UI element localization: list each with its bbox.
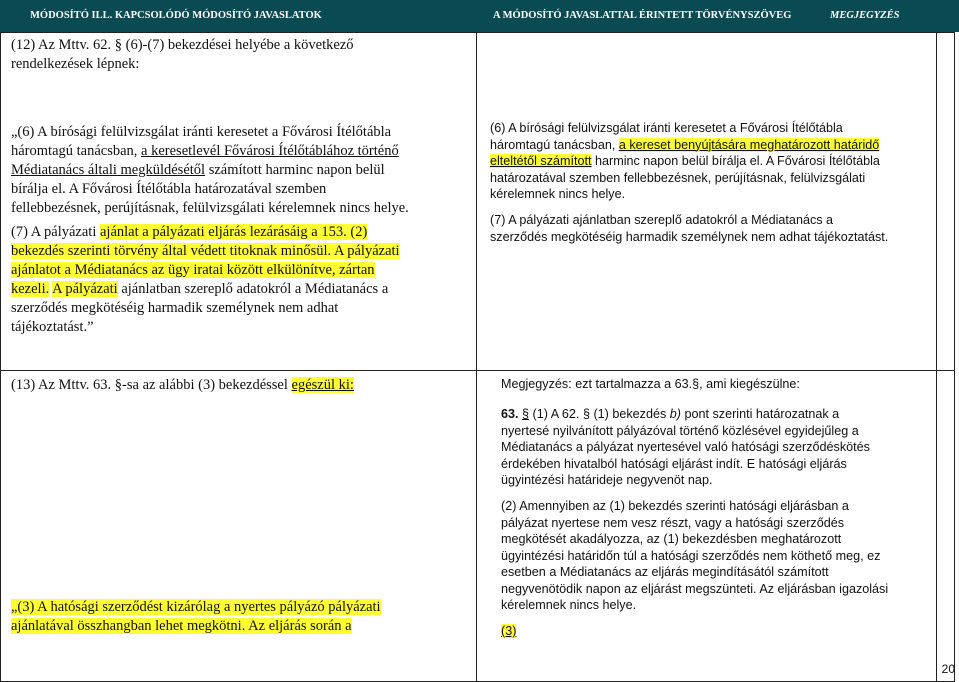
p6-line2: háromtagú tanácsban, a keresetlevél Fővárosi Ítélőtáblához történő bbox=[11, 143, 399, 159]
s63-p1-line3: Médiatanács a pályázat nyertesével való hatósági szerződéskötés bbox=[501, 440, 870, 454]
s63-p2-line1: (2) Amennyiben az (1) bekezdés szerinti hatósági eljárásban a bbox=[501, 499, 849, 513]
s63-p1-line5: ügyintézési határideje negyvenöt nap. bbox=[501, 473, 713, 487]
p6-line5: fellebbezésnek, perújításnak, felülvizsgálati kérelemnek nincs helye. bbox=[11, 200, 409, 216]
table-header bbox=[0, 0, 959, 32]
row1-left-cell bbox=[1, 33, 477, 371]
s63-p2-line7: kérelemnek nincs helye. bbox=[501, 598, 637, 612]
header-col-amendments: MÓDOSÍTÓ ILL. KAPCSOLÓDÓ MÓDOSÍTÓ JAVASLATOK bbox=[30, 10, 322, 21]
comparison-table bbox=[0, 32, 955, 682]
row2-left-cell bbox=[1, 371, 477, 682]
p7-line5: szerződés megkötéséig harmadik személynek nem adhat bbox=[11, 300, 339, 316]
s63-p1-line2: nyertesé nyilvánított pályázóval történő közlésével egyidejűleg a bbox=[501, 423, 859, 438]
mid-p6-line2: háromtagú tanácsban, a kereset benyújtására meghatározott határidő bbox=[490, 137, 880, 152]
p6-line4: bírálja el. A Fővárosi Ítélőtábla határozatával szemben bbox=[11, 181, 327, 197]
s63-p2-line3: megkötését akadályozza, az (1) bekezdésben meghatározott bbox=[501, 532, 842, 546]
p7-line6: tájékoztatást.” bbox=[11, 319, 94, 335]
row1-intro-line1: (12) Az Mttv. 62. § (6)-(7) bekezdései helyébe a következő bbox=[11, 37, 354, 53]
mid-p7-line1: (7) A pályázati ajánlatban szereplő adatokról a Médiatanács a bbox=[490, 213, 834, 227]
p7-line1: (7) A pályázati ajánlat a pályázati eljárás lezárásáig a 153. (2) bbox=[11, 224, 368, 240]
s63-p2-line6: negyvenötödik napon az eljárást megszünteti. Az eljárásban igazolási bbox=[501, 581, 889, 596]
row1-intro-line2: rendelkezések lépnek: bbox=[11, 56, 140, 72]
row2-mid-cell bbox=[477, 371, 937, 682]
p7-line4: kezeli. A pályázati ajánlatban szereplő adatokról a Médiatanács a bbox=[11, 281, 389, 297]
note-text: Megjegyzés: ezt tartalmazza a 63.§, ami kiegészülne: bbox=[501, 377, 800, 391]
p6-line1: „(6) A bírósági felülvizsgálat iránti keresetet a Fővárosi Ítélőtábla bbox=[11, 124, 392, 140]
mid-p6-line4: határozatával szemben fellebbezésnek, perújításnak, felülvizsgálati bbox=[490, 170, 866, 185]
row2-note-cell bbox=[937, 371, 955, 682]
mid-p6-line1: (6) A bírósági felülvizsgálat iránti keresetet a Fővárosi Ítélőtábla bbox=[490, 121, 843, 135]
row2-title: (13) Az Mttv. 63. §-sa az alábbi (3) bekezdéssel egészül ki: bbox=[11, 377, 354, 393]
p6-line3: Médiatanács általi megküldésétől számított harminc napon belül bbox=[11, 162, 385, 178]
row1-note-cell bbox=[937, 33, 955, 371]
header-col-affected-law: A MÓDOSÍTÓ JAVASLATTAL ÉRINTETT TÖRVÉNYSZÖVEG bbox=[493, 10, 792, 21]
s63-p2-line2: pályázat nyertese nem vesz részt, vagy a hatósági szerződés bbox=[501, 515, 845, 530]
row2-p3-line2: ajánlatával összhangban lehet megkötni. Az eljárás során a bbox=[11, 618, 352, 634]
mid-p6-line3: elteltétől számított harminc napon belül bírálja el. A Fővárosi Ítélőtábla bbox=[490, 154, 880, 168]
header-col-note: MEGJEGYZÉS bbox=[830, 10, 900, 21]
s63-p1-line1: 63. § (1) A 62. § (1) bekezdés b) pont szerinti határozatnak a bbox=[501, 407, 840, 421]
row1-mid-cell bbox=[477, 33, 937, 371]
row2-p3-line1: „(3) A hatósági szerződést kizárólag a nyertes pályázó pályázati bbox=[11, 599, 381, 615]
p7-line2: bekezdés szerinti törvény által védett titoknak minősül. A pályázati bbox=[11, 243, 400, 259]
mid-p7-line2: szerződés megkötéséig harmadik személynek nem adhat tájékoztatást. bbox=[490, 229, 889, 244]
s63-p1-line4: érdekében hivatalból hatósági eljárást indít. E hatósági eljárás bbox=[501, 456, 847, 471]
s63-p2-line5: esetben a Médiatanács az eljárás megindításától számított bbox=[501, 565, 829, 579]
p7-line3: ajánlatot a Médiatanács az ügy iratai között elkülönítve, zártan bbox=[11, 262, 375, 278]
s63-p2-line4: ügyintézési határidőn túl a hatósági szerződés nem köthető meg, ez bbox=[501, 548, 881, 563]
page-number: 20 bbox=[941, 662, 955, 676]
mid-p6-line5: kérelemnek nincs helye. bbox=[490, 187, 626, 201]
s63-p3: (3) bbox=[501, 624, 517, 638]
